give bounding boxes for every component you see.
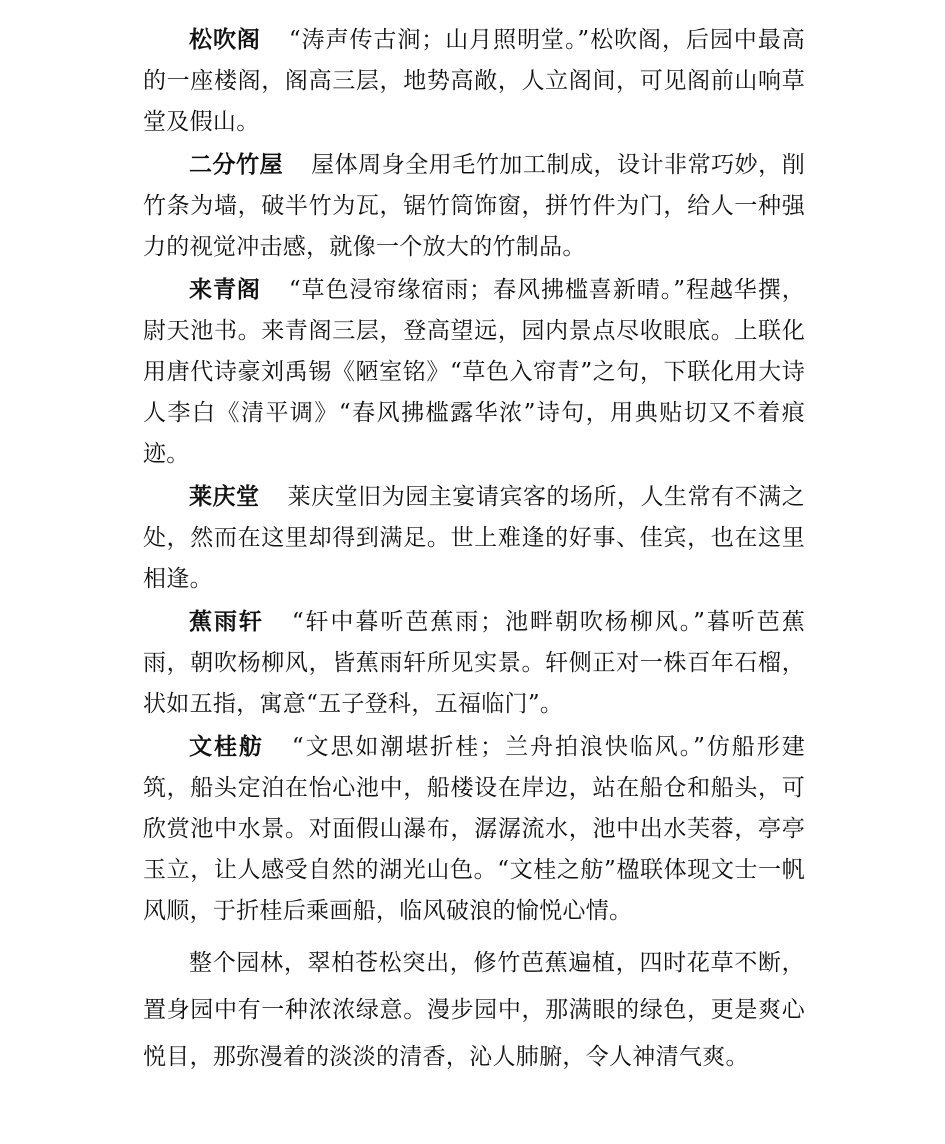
document-page [143,20,805,1081]
section-heading: 莱庆堂 [189,484,260,510]
section-body: “文思如潮堪折桂；兰舟拍浪快临风。”仿船形建筑，船头定泊在怡心池中，船楼设在岸边，站在船仓和船头，可欣赏池中水景。对面假山瀑布，潺潺流水，池中出水芙蓉，亭亭玉立，让人感受自然的湖光山色。“文桂之舫”楹联体现文士一帆风顺，于折桂后乘画船，临风破浪的愉悦心情。 [143,734,805,924]
section-paragraph [143,145,805,268]
section-body: “草色浸帘缘宿雨；春风拂槛喜新晴。”程越华撰，尉天池书。来青阁三层，登高望远，园内景点尽收眼底。上联化用唐代诗豪刘禹锡《陋室铭》“草色入帘青”之句，下联化用大诗人李白《清平调》“春风拂槛露华浓”诗句，用典贴切又不着痕迹。 [143,277,805,467]
section-heading: 来青阁 [189,277,261,303]
section-heading: 二分竹屋 [189,152,284,178]
section-paragraph [143,270,805,475]
closing-paragraph: 整个园林，翠柏苍松突出，修竹芭蕉遍植，四时花草不断，置身园中有一种浓浓绿意。漫步园中，那满眼的绿色，更是爽心悦目，那弥漫着的淡淡的清香，沁人肺腑，令人神清气爽。 [143,950,805,1070]
section-heading: 蕉雨轩 [189,609,264,635]
section-paragraph [143,727,805,932]
section-heading: 文桂舫 [189,734,264,760]
section-body: “轩中暮听芭蕉雨；池畔朝吹杨柳风。”暮听芭蕉雨，朝吹杨柳风，皆蕉雨轩所见实景。轩侧正对一株百年石榴，状如五指，寓意“五子登科，五福临门”。 [143,609,805,717]
section-paragraph [143,477,805,600]
section-body: “涛声传古涧；山月照明堂。”松吹阁，后园中最高的一座楼阁，阁高三层，地势高敞，人立阁间，可见阁前山响草堂及假山。 [143,27,805,135]
section-paragraph [143,20,805,143]
section-paragraph [143,602,805,725]
section-body: 屋体周身全用毛竹加工制成，设计非常巧妙，削竹条为墙，破半竹为瓦，锯竹筒饰窗，拼竹件为门，给人一种强力的视觉冲击感，就像一个放大的竹制品。 [143,152,805,260]
section-body: 莱庆堂旧为园主宴请宾客的场所，人生常有不满之处，然而在这里却得到满足。世上难逢的好事、佳宾，也在这里相逢。 [143,484,805,592]
section-heading: 松吹阁 [189,27,261,53]
